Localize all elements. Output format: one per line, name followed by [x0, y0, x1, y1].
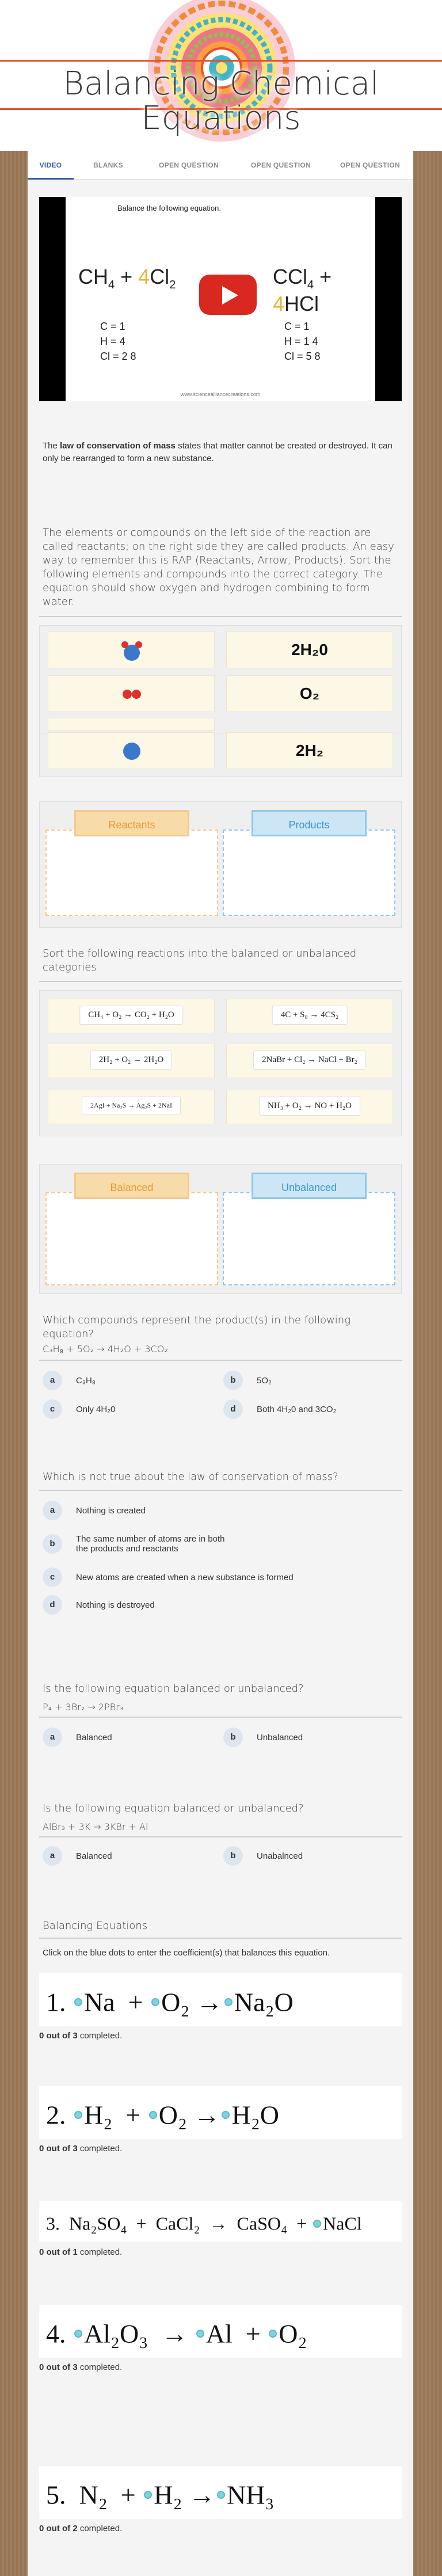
reactants-bin[interactable] [45, 830, 218, 916]
q2-option-b[interactable]: b The same number of atoms are in both the products and reactants [43, 1528, 238, 1560]
video-equation-left: $CH_4 + 4Cl_2$ [78, 265, 176, 292]
coefficient-dot[interactable] [74, 1998, 82, 2006]
match-source-3[interactable] [48, 718, 215, 730]
video-right-counts: C = 1 H = 1 4 Cl = 5 8 [284, 321, 321, 362]
equation-2-progress: 0 out of 3 completed. [39, 2144, 123, 2153]
q2-option-a[interactable]: a Nothing is created [43, 1498, 388, 1523]
balancing-heading: Balancing Equations [43, 1920, 148, 1932]
divider [39, 1938, 402, 1939]
reaction-chip[interactable]: 2AgI + Na₂S → Ag₂S + 2NaI [48, 1090, 215, 1124]
match-source-2[interactable] [48, 675, 215, 712]
video-left-counts: C = 1 H = 4 Cl = 2 8 [100, 321, 136, 362]
tab-open-question-3[interactable]: OPEN QUESTION [340, 161, 400, 169]
coefficient-dot[interactable] [224, 1998, 233, 2006]
match-target-3[interactable]: 2H₂ [226, 732, 393, 769]
divider [39, 1490, 402, 1491]
equation-3: 3. Na₂SO₄ + CaCl₂ → CaSO₄ + NaCl [39, 2201, 402, 2242]
oxygen-molecule-icon [115, 683, 149, 706]
coefficient-dot[interactable] [151, 1998, 159, 2006]
reaction-chip[interactable]: 2H₂ + O₂ → 2H₂O [48, 1044, 215, 1078]
reactants-bin-label: Reactants [74, 810, 189, 836]
q4-option-a[interactable]: a Balanced [43, 1843, 215, 1869]
unbalanced-bin-label: Unbalanced [252, 1173, 367, 1199]
video-player[interactable] [39, 197, 402, 401]
divider [39, 616, 402, 617]
video-frame [66, 197, 375, 401]
coefficient-dot[interactable] [313, 2220, 321, 2228]
equation-5: 5. N₂ + H₂ → NH₃ [39, 2466, 402, 2519]
coefficient-dot[interactable] [269, 2330, 277, 2338]
divider [39, 1836, 402, 1837]
balancing-instruction: Click on the blue dots to enter the coefficient(s) that balances this equation. [43, 1948, 330, 1958]
balanced-bin[interactable] [45, 1192, 218, 1285]
divider [39, 1717, 402, 1718]
balanced-bin-label: Balanced [74, 1173, 189, 1199]
coefficient-dot[interactable] [222, 2111, 230, 2119]
q3-option-a[interactable]: a Balanced [43, 1725, 215, 1750]
equation-3-progress: 0 out of 1 completed. [39, 2247, 123, 2257]
hydrogen-molecule-icon [115, 740, 149, 763]
question-1-title: Which compounds represent the product(s) in the following equation? [43, 1314, 351, 1340]
reaction-chip[interactable]: 4C + S₈ → 4CS₂ [226, 999, 393, 1033]
q1-option-a[interactable]: a C₃H₈ [43, 1368, 215, 1393]
question-3-equation: P₄ + 3Br₂ → 2PBr₃ [43, 1702, 124, 1713]
question-3-title: Is the following equation balanced or unbalanced? [43, 1683, 304, 1695]
coefficient-dot[interactable] [144, 2491, 152, 2499]
reaction-chip[interactable]: NH₃ + O₂ → NO + H₂O [226, 1090, 393, 1124]
equation-1: 1. Na + O₂ → Na₂O [39, 1973, 402, 2026]
page-title-line2: Equations [141, 100, 301, 137]
tab-bar [28, 151, 413, 180]
tab-open-question-2[interactable]: OPEN QUESTION [251, 161, 311, 169]
sort-balanced-unbalanced [39, 1164, 402, 1294]
video-footer: www.sciencealliancecreations.com [180, 391, 261, 397]
q1-option-d[interactable]: d Both 4H₂0 and 3CO₂ [223, 1397, 396, 1422]
q2-option-d[interactable]: d Nothing is destroyed [43, 1592, 388, 1618]
match-source-3b[interactable] [48, 732, 215, 769]
question-1-equation: C₃H₈ + 5O₂ → 4H₂O + 3CO₂ [43, 1344, 168, 1354]
coefficient-dot[interactable] [74, 2330, 82, 2338]
divider [39, 1360, 402, 1361]
reactants-paragraph: The elements or compounds on the left side of the reaction are called reactants; on the right side they are called products. An easy way to remember this is RAP (Reactants, Arrow, Products). Sort the following elements and compounds into the correct category. The equation should show oxygen and hydrogen combining to form water. [43, 527, 394, 608]
reaction-chip[interactable]: CH₄ + O₂ → CO₂ + H₂O [48, 999, 215, 1033]
q2-option-c[interactable]: c New atoms are created when a new substance is formed [43, 1565, 388, 1590]
video-equation-right: CCl$_4$ + 4HCl [273, 265, 332, 316]
header [0, 0, 442, 151]
divider [39, 981, 402, 982]
matching-panel-row3 [39, 733, 402, 777]
q3-option-b[interactable]: b Unbalanced [223, 1725, 396, 1750]
sort-reactions-prompt: Sort the following reactions into the balanced or unbalanced categories [43, 948, 357, 973]
law-paragraph: The law of conservation of mass states that matter cannot be created or destroyed. It can only be rearranged to form a new substance. [43, 441, 393, 463]
title-rule-top [0, 60, 442, 62]
match-target-1[interactable]: 2H₂0 [226, 631, 393, 668]
q1-option-b[interactable]: b 5O₂ [223, 1368, 396, 1393]
coefficient-dot[interactable] [149, 2111, 157, 2119]
equation-4: 4. Al₂O₃ → Al + O₂ [39, 2305, 402, 2358]
question-2-title: Which is not true about the law of conservation of mass? [43, 1471, 338, 1483]
tab-open-question-1[interactable]: OPEN QUESTION [159, 161, 219, 169]
reaction-chip[interactable]: 2NaBr + Cl₂ → NaCl + Br₂ [226, 1044, 393, 1078]
tab-blanks[interactable]: BLANKS [93, 161, 123, 169]
q4-option-b[interactable]: b Unabalnced [223, 1843, 396, 1869]
water-molecule-icon [115, 639, 149, 662]
matching-panel [39, 625, 402, 733]
question-4-equation: AlBr₃ + 3K → 3KBr + Al [43, 1821, 148, 1832]
match-source-1[interactable] [48, 631, 215, 668]
equation-5-progress: 0 out of 2 completed. [39, 2524, 123, 2533]
page-title-line1: Balancing Chemical [63, 65, 379, 102]
products-bin-label: Products [252, 810, 367, 836]
unbalanced-bin[interactable] [223, 1192, 395, 1285]
youtube-play-icon[interactable] [199, 275, 257, 315]
coefficient-dot[interactable] [196, 2330, 204, 2338]
equation-1-progress: 0 out of 3 completed. [39, 2031, 123, 2041]
equation-4-progress: 0 out of 3 completed. [39, 2362, 123, 2372]
match-target-2[interactable]: O₂ [226, 675, 393, 712]
tab-video[interactable]: VIDEO [28, 151, 74, 180]
question-4-title: Is the following equation balanced or unbalanced? [43, 1802, 304, 1814]
sort-reactants-products [39, 801, 402, 928]
q1-option-c[interactable]: c Only 4H₂0 [43, 1397, 215, 1422]
products-bin[interactable] [223, 830, 395, 916]
video-instruction: Balance the following equation. [117, 204, 221, 212]
coefficient-dot[interactable] [217, 2491, 225, 2499]
reaction-chips-panel [39, 990, 402, 1136]
worksheet [28, 151, 413, 2576]
coefficient-dot[interactable] [74, 2111, 82, 2119]
equation-2: 2. H₂ + O₂ → H₂O [39, 2086, 402, 2139]
